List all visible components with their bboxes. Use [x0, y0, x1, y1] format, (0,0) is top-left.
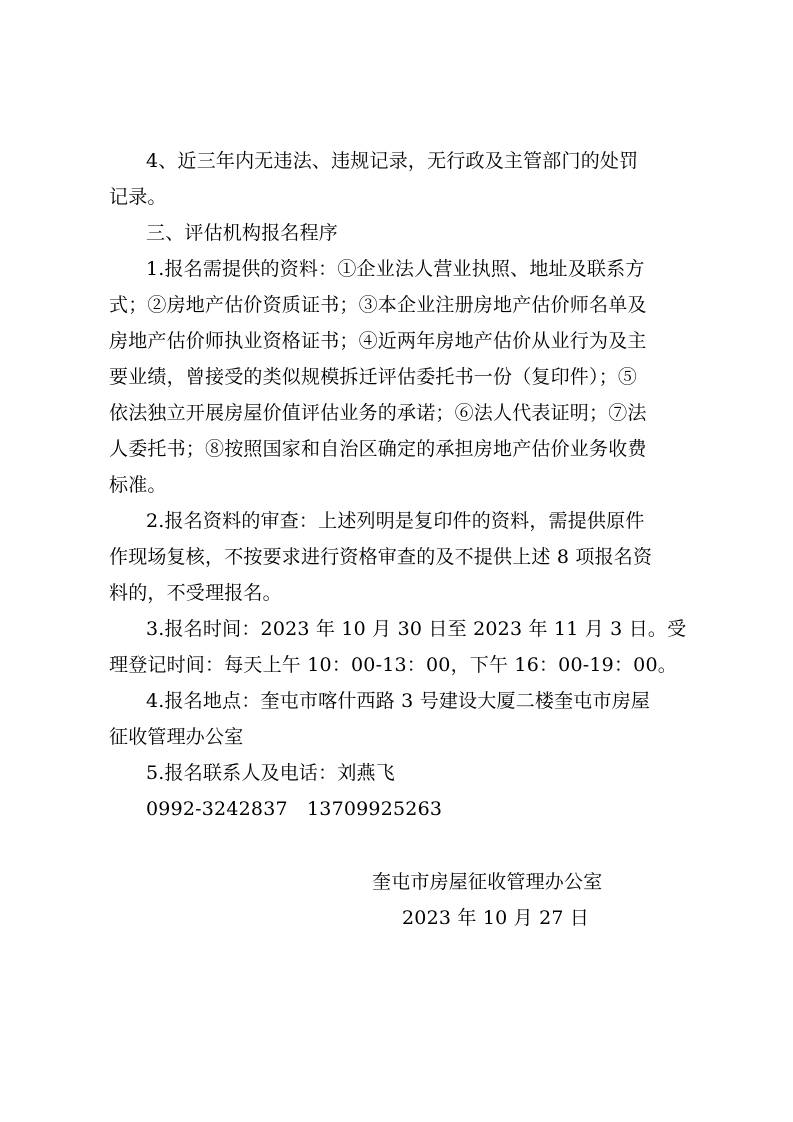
item3-line2: 理登记时间：每天上午 10：00-13：00，下午 16：00-19：00。: [109, 654, 677, 676]
item1-line7: 标准。: [109, 474, 167, 496]
item1-line6: 人委托书；⑧按照国家和自治区确定的承担房地产估价业务收费: [109, 438, 647, 460]
item4-line2: 记录。: [109, 186, 167, 208]
item1-line1: 1.报名需提供的资料：①企业法人营业执照、地址及联系方: [146, 258, 645, 280]
item5-line1: 5.报名联系人及电话：刘燕飞: [146, 762, 395, 784]
item2-line2: 作现场复核，不按要求进行资格审查的及不提供上述 8 项报名资: [109, 546, 653, 568]
item2-line3: 料的，不受理报名。: [109, 582, 282, 604]
item4-line1: 4、近三年内无违法、违规记录，无行政及主管部门的处罚: [146, 150, 639, 172]
item2-line1: 2.报名资料的审查：上述列明是复印件的资料，需提供原件: [146, 510, 645, 532]
item4b-line2: 征收管理办公室: [109, 726, 244, 748]
item4b-line1: 4.报名地点：奎屯市喀什西路 3 号建设大厦二楼奎屯市房屋: [146, 690, 651, 712]
signature-org: 奎屯市房屋征收管理办公室: [372, 871, 603, 893]
item5-phone-line: 0992-3242837 13709925263: [146, 798, 443, 820]
item1-line2: 式；②房地产估价资质证书；③本企业注册房地产估价师名单及: [109, 294, 647, 316]
item1-line3: 房地产估价师执业资格证书；④近两年房地产估价从业行为及主: [109, 330, 647, 352]
item1-line4: 要业绩，曾接受的类似规模拆迁评估委托书一份（复印件）；⑤: [109, 366, 638, 388]
signature-date: 2023 年 10 月 27 日: [402, 907, 590, 929]
item1-line5: 依法独立开展房屋价值评估业务的承诺；⑥法人代表证明；⑦法: [109, 402, 647, 424]
item3-line1: 3.报名时间：2023 年 10 月 30 日至 2023 年 11 月 3 日。受: [146, 618, 687, 640]
section3-heading: 三、评估机构报名程序: [146, 222, 339, 244]
